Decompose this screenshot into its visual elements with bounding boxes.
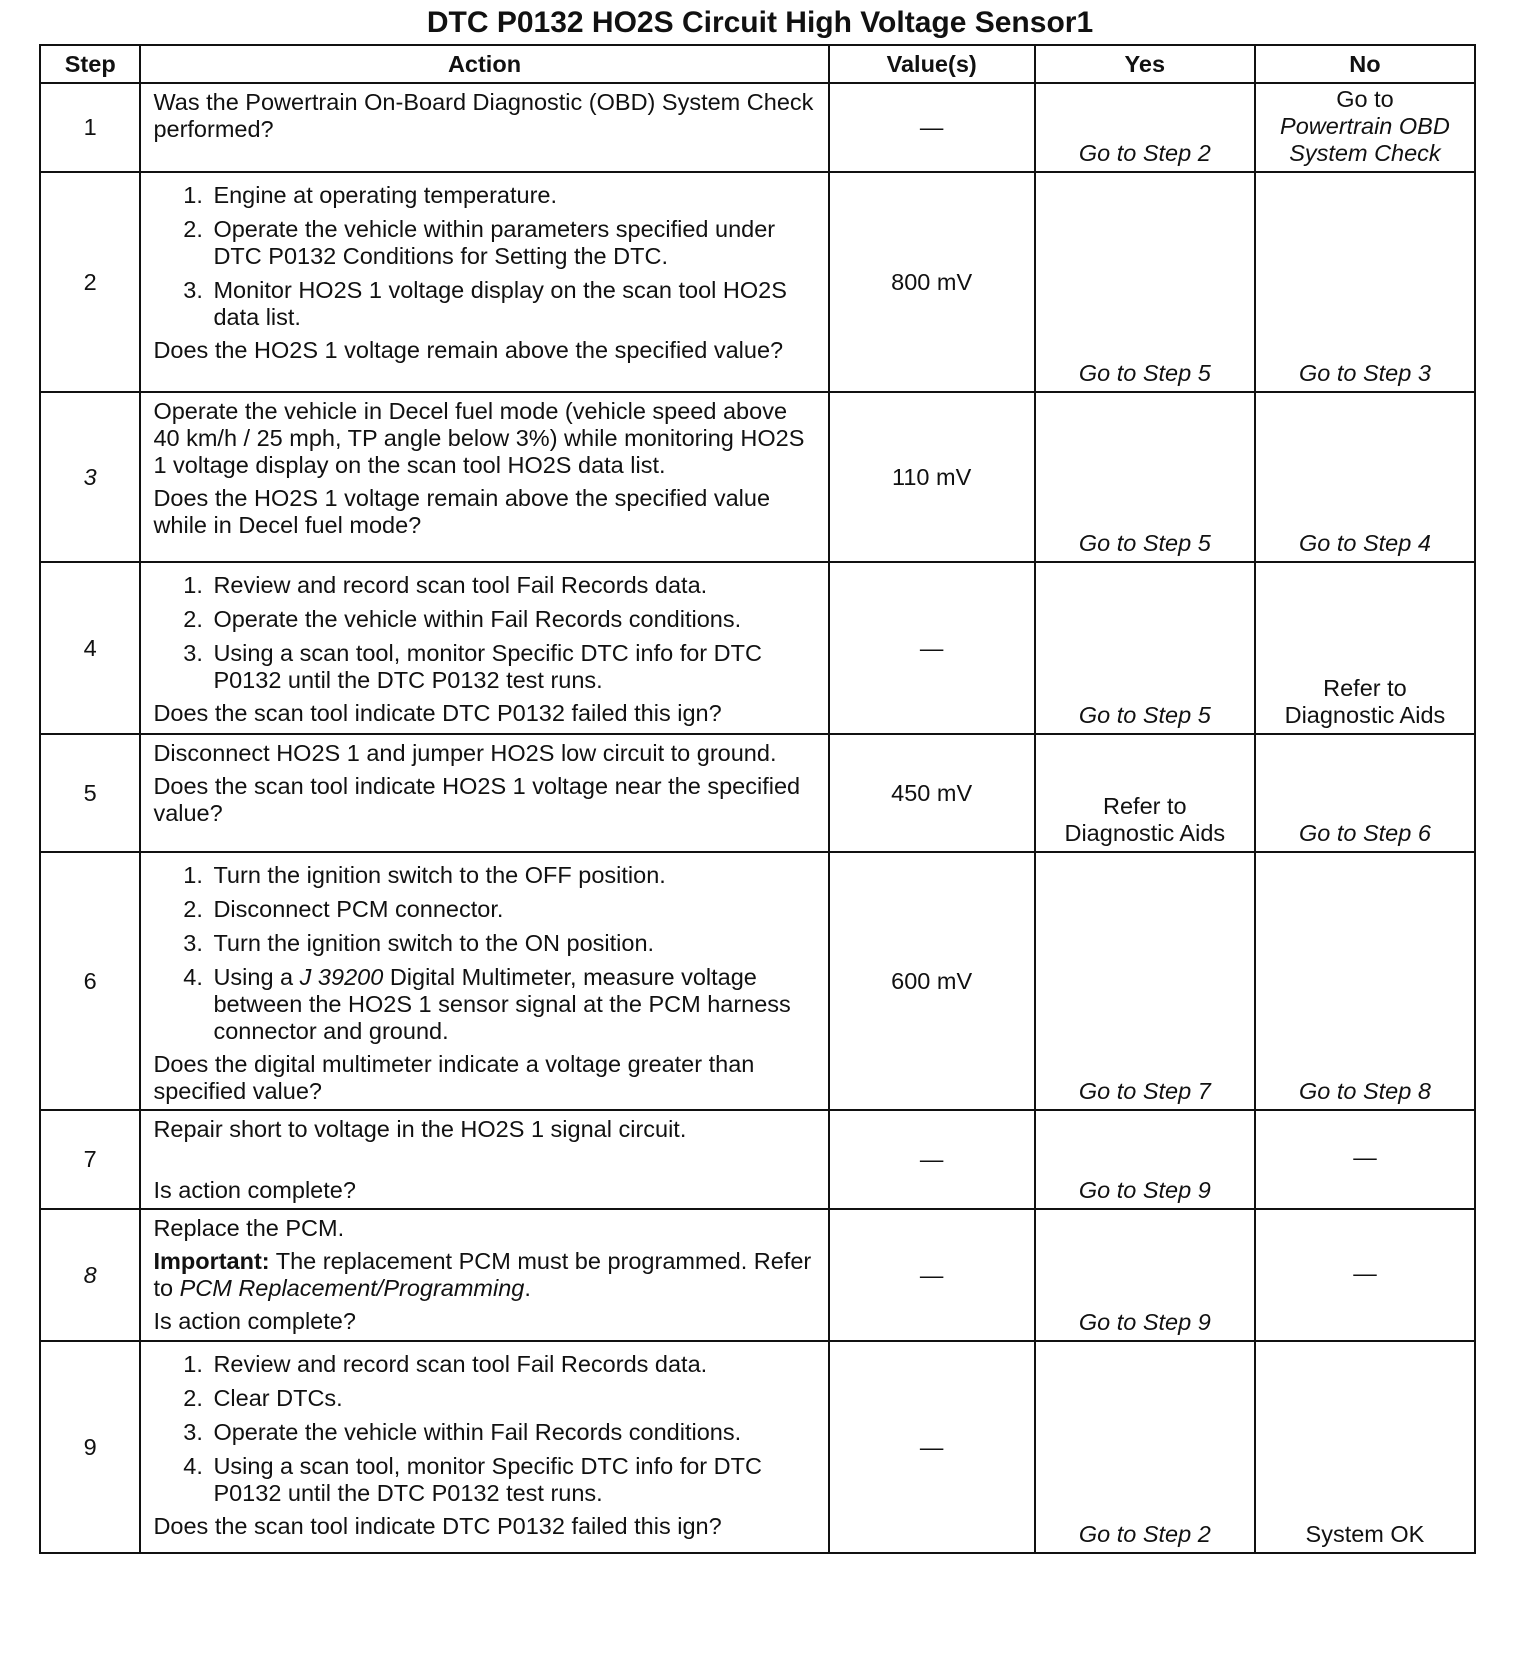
step-number: 7 xyxy=(40,1110,140,1209)
no-line: Powertrain OBD xyxy=(1280,113,1450,139)
action-text: Operate the vehicle in Decel fuel mode (vehicle speed above 40 km/h / 25 mph, TP angle below 3%) while monitoring HO2S 1 voltage display on the scan tool HO2S data list. xyxy=(153,398,805,478)
list-item: 1. Review and record scan tool Fail Records data. xyxy=(209,1351,819,1378)
list-item: 2. Operate the vehicle within Fail Records conditions. xyxy=(209,606,819,633)
step-number: 8 xyxy=(40,1209,140,1341)
value-cell: 450 mV xyxy=(829,734,1035,852)
table-row xyxy=(40,562,1475,734)
table-row xyxy=(40,852,1475,1110)
table-row xyxy=(40,1110,1475,1209)
no-line: Refer to xyxy=(1323,675,1407,701)
action-question: Does the scan tool indicate DTC P0132 failed this ign? xyxy=(153,1513,722,1539)
table-row xyxy=(40,392,1475,562)
action-cell xyxy=(140,172,828,392)
header-action: Action xyxy=(140,45,828,83)
header-step: Step xyxy=(40,45,140,83)
step-number: 6 xyxy=(40,852,140,1110)
yes-line: Refer to xyxy=(1103,793,1187,819)
step-number: 1 xyxy=(40,83,140,172)
yes-cell: Go to Step 9 xyxy=(1035,1209,1255,1341)
value-cell: — xyxy=(829,83,1035,172)
action-question: Does the scan tool indicate DTC P0132 failed this ign? xyxy=(153,700,722,726)
table-row xyxy=(40,83,1475,172)
list-item: 2. Clear DTCs. xyxy=(209,1385,819,1412)
action-cell xyxy=(140,734,828,852)
action-cell xyxy=(140,1209,828,1341)
value-cell: — xyxy=(829,1209,1035,1341)
list-item: 3. Operate the vehicle within Fail Records conditions. xyxy=(209,1419,819,1446)
no-cell xyxy=(1255,83,1475,172)
diagnostic-table xyxy=(39,44,1476,1554)
yes-cell: Go to Step 5 xyxy=(1035,172,1255,392)
step-number: 2 xyxy=(40,172,140,392)
table-row xyxy=(40,172,1475,392)
yes-cell: Go to Step 7 xyxy=(1035,852,1255,1110)
spacer xyxy=(153,1143,819,1177)
step-number: 5 xyxy=(40,734,140,852)
action-list xyxy=(153,182,819,331)
header-yes: Yes xyxy=(1035,45,1255,83)
no-cell xyxy=(1255,562,1475,734)
yes-cell xyxy=(1035,734,1255,852)
table-row xyxy=(40,734,1475,852)
no-cell: System OK xyxy=(1255,1341,1475,1553)
list-item: 3. Using a scan tool, monitor Specific DTC info for DTC P0132 until the DTC P0132 test runs. xyxy=(209,640,819,694)
value-cell: 800 mV xyxy=(829,172,1035,392)
yes-cell: Go to Step 9 xyxy=(1035,1110,1255,1209)
no-line: Go to xyxy=(1336,86,1394,112)
action-question: Is action complete? xyxy=(153,1308,356,1334)
action-cell xyxy=(140,392,828,562)
important-label: Important: xyxy=(153,1248,270,1274)
value-cell: — xyxy=(829,1110,1035,1209)
list-item: 1. Engine at operating temperature. xyxy=(209,182,819,209)
no-cell: Go to Step 4 xyxy=(1255,392,1475,562)
action-cell xyxy=(140,1110,828,1209)
action-question: Does the digital multimeter indicate a voltage greater than specified value? xyxy=(153,1051,755,1104)
no-line: Diagnostic Aids xyxy=(1284,702,1446,728)
step-number: 9 xyxy=(40,1341,140,1553)
value-cell: 110 mV xyxy=(829,392,1035,562)
list-item-text: Using a xyxy=(213,964,300,990)
no-cell: — xyxy=(1255,1110,1475,1209)
no-cell: Go to Step 6 xyxy=(1255,734,1475,852)
action-list xyxy=(153,572,819,694)
action-question: Does the HO2S 1 voltage remain above the specified value? xyxy=(153,337,784,363)
action-cell xyxy=(140,1341,828,1553)
value-cell: — xyxy=(829,1341,1035,1553)
table-header-row xyxy=(40,45,1475,83)
page-title: DTC P0132 HO2S Circuit High Voltage Sensor1 xyxy=(426,6,1094,39)
table-row xyxy=(40,1341,1475,1553)
action-question: Does the HO2S 1 voltage remain above the specified value while in Decel fuel mode? xyxy=(153,485,771,538)
yes-cell: Go to Step 2 xyxy=(1035,83,1255,172)
value-cell: — xyxy=(829,562,1035,734)
yes-line: Diagnostic Aids xyxy=(1064,820,1226,846)
list-item: 1. Review and record scan tool Fail Records data. xyxy=(209,572,819,599)
no-cell: — xyxy=(1255,1209,1475,1341)
list-item: 3. Turn the ignition switch to the ON position. xyxy=(209,930,819,957)
tool-name: J 39200 xyxy=(299,964,384,990)
yes-cell: Go to Step 5 xyxy=(1035,562,1255,734)
list-item: 1. Turn the ignition switch to the OFF position. xyxy=(209,862,819,889)
action-text: Disconnect HO2S 1 and jumper HO2S low circuit to ground. xyxy=(153,740,777,766)
yes-cell: Go to Step 2 xyxy=(1035,1341,1255,1553)
action-cell xyxy=(140,83,828,172)
no-cell: Go to Step 8 xyxy=(1255,852,1475,1110)
action-list xyxy=(153,862,819,1045)
reference-link: PCM Replacement/Programming xyxy=(179,1275,525,1301)
list-item-text: Digital Multimeter, measure voltage between the HO2S 1 sensor signal at the PCM harness connector and ground. xyxy=(213,964,791,1044)
action-text: Repair short to voltage in the HO2S 1 signal circuit. xyxy=(153,1116,687,1142)
action-cell xyxy=(140,562,828,734)
important-end: . xyxy=(524,1275,531,1301)
step-number: 3 xyxy=(40,392,140,562)
value-cell: 600 mV xyxy=(829,852,1035,1110)
header-no: No xyxy=(1255,45,1475,83)
yes-cell: Go to Step 5 xyxy=(1035,392,1255,562)
list-item: 2. Disconnect PCM connector. xyxy=(209,896,819,923)
header-values: Value(s) xyxy=(829,45,1035,83)
table-row xyxy=(40,1209,1475,1341)
action-question: Is action complete? xyxy=(153,1177,356,1203)
action-text: Was the Powertrain On-Board Diagnostic (OBD) System Check performed? xyxy=(153,89,814,142)
no-line: System Check xyxy=(1289,140,1441,166)
important-text: The replacement PCM must be programmed. Refer to xyxy=(153,1248,812,1301)
list-item: 2. Operate the vehicle within parameters specified under DTC P0132 Conditions for Setting the DTC. xyxy=(209,216,819,270)
action-text: Replace the PCM. xyxy=(153,1215,345,1241)
step-number: 4 xyxy=(40,562,140,734)
list-item: 3. Monitor HO2S 1 voltage display on the scan tool HO2S data list. xyxy=(209,277,819,331)
action-cell xyxy=(140,852,828,1110)
list-item: 4. Using a scan tool, monitor Specific DTC info for DTC P0132 until the DTC P0132 test runs. xyxy=(209,1453,819,1507)
list-item xyxy=(209,964,819,1045)
no-cell: Go to Step 3 xyxy=(1255,172,1475,392)
important-note xyxy=(153,1248,819,1302)
action-question: Does the scan tool indicate HO2S 1 voltage near the specified value? xyxy=(153,773,801,826)
action-list xyxy=(153,1351,819,1507)
